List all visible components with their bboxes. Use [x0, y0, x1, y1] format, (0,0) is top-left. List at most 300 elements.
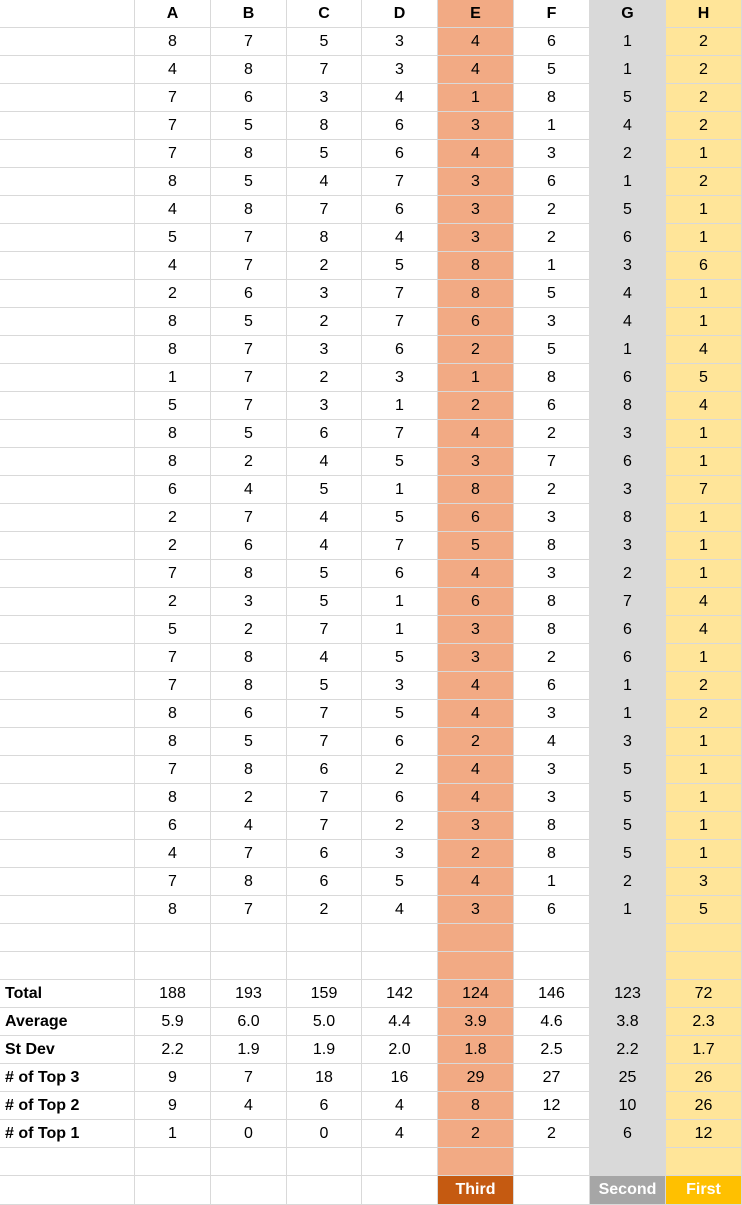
data-cell[interactable]: 2 [666, 56, 742, 84]
summary-cell[interactable]: 8 [438, 1092, 514, 1120]
data-cell[interactable]: 8 [135, 308, 211, 336]
data-cell[interactable]: 6 [362, 196, 438, 224]
data-cell[interactable]: 3 [590, 532, 666, 560]
empty-cell[interactable] [135, 1176, 211, 1205]
row-label-cell[interactable] [0, 448, 135, 476]
data-cell[interactable]: 2 [666, 168, 742, 196]
summary-cell[interactable]: 2.3 [666, 1008, 742, 1036]
data-cell[interactable]: 2 [438, 728, 514, 756]
data-cell[interactable]: 8 [135, 728, 211, 756]
data-cell[interactable]: 8 [514, 588, 590, 616]
summary-cell[interactable]: 27 [514, 1064, 590, 1092]
row-label-cell[interactable] [0, 840, 135, 868]
summary-cell[interactable]: 26 [666, 1092, 742, 1120]
summary-cell[interactable]: 2.2 [590, 1036, 666, 1064]
data-cell[interactable]: 8 [211, 196, 287, 224]
row-label-cell[interactable] [0, 784, 135, 812]
data-cell[interactable]: 2 [135, 532, 211, 560]
row-label-cell[interactable] [0, 560, 135, 588]
data-cell[interactable]: 5 [362, 504, 438, 532]
empty-cell[interactable] [666, 952, 742, 980]
data-cell[interactable]: 3 [514, 700, 590, 728]
data-cell[interactable]: 2 [514, 224, 590, 252]
data-cell[interactable]: 1 [362, 476, 438, 504]
data-cell[interactable]: 1 [666, 196, 742, 224]
data-cell[interactable]: 4 [438, 28, 514, 56]
data-cell[interactable]: 7 [590, 588, 666, 616]
data-cell[interactable]: 1 [666, 812, 742, 840]
row-label-cell[interactable] [0, 280, 135, 308]
data-cell[interactable]: 2 [514, 420, 590, 448]
row-label-cell[interactable] [0, 392, 135, 420]
data-cell[interactable]: 4 [590, 112, 666, 140]
data-cell[interactable]: 6 [590, 448, 666, 476]
data-cell[interactable]: 7 [362, 168, 438, 196]
empty-cell[interactable] [362, 952, 438, 980]
data-cell[interactable]: 5 [514, 336, 590, 364]
data-cell[interactable]: 4 [135, 56, 211, 84]
summary-label-average[interactable]: Average [0, 1008, 135, 1036]
summary-cell[interactable]: 0 [211, 1120, 287, 1148]
data-cell[interactable]: 4 [135, 840, 211, 868]
empty-cell[interactable] [438, 952, 514, 980]
data-cell[interactable]: 2 [287, 364, 362, 392]
data-cell[interactable]: 8 [211, 644, 287, 672]
column-header-f[interactable]: F [514, 0, 590, 28]
data-cell[interactable]: 1 [362, 392, 438, 420]
data-cell[interactable]: 6 [135, 812, 211, 840]
row-label-cell[interactable] [0, 532, 135, 560]
row-label-cell[interactable] [0, 672, 135, 700]
empty-cell[interactable] [0, 1176, 135, 1205]
row-label-cell[interactable] [0, 168, 135, 196]
data-cell[interactable]: 1 [514, 868, 590, 896]
data-cell[interactable]: 7 [135, 868, 211, 896]
data-cell[interactable]: 2 [287, 896, 362, 924]
data-cell[interactable]: 6 [514, 168, 590, 196]
summary-cell[interactable]: 193 [211, 980, 287, 1008]
data-cell[interactable]: 3 [287, 392, 362, 420]
data-cell[interactable]: 1 [590, 700, 666, 728]
rank-label-second[interactable]: Second [590, 1176, 666, 1205]
summary-cell[interactable]: 72 [666, 980, 742, 1008]
data-cell[interactable]: 4 [438, 560, 514, 588]
row-label-cell[interactable] [0, 196, 135, 224]
data-cell[interactable]: 3 [590, 420, 666, 448]
data-cell[interactable]: 1 [666, 532, 742, 560]
data-cell[interactable]: 1 [590, 28, 666, 56]
data-cell[interactable]: 4 [666, 588, 742, 616]
data-cell[interactable]: 4 [666, 336, 742, 364]
data-cell[interactable]: 3 [438, 812, 514, 840]
data-cell[interactable]: 3 [362, 840, 438, 868]
data-cell[interactable]: 8 [514, 364, 590, 392]
data-cell[interactable]: 5 [362, 644, 438, 672]
data-cell[interactable]: 4 [135, 196, 211, 224]
data-cell[interactable]: 5 [590, 756, 666, 784]
data-cell[interactable]: 4 [514, 728, 590, 756]
data-cell[interactable]: 3 [362, 364, 438, 392]
data-cell[interactable]: 7 [287, 196, 362, 224]
empty-cell[interactable] [211, 924, 287, 952]
data-cell[interactable]: 5 [590, 196, 666, 224]
data-cell[interactable]: 6 [590, 224, 666, 252]
data-cell[interactable]: 1 [362, 616, 438, 644]
data-cell[interactable]: 4 [438, 756, 514, 784]
data-cell[interactable]: 1 [666, 560, 742, 588]
data-cell[interactable]: 4 [362, 84, 438, 112]
data-cell[interactable]: 3 [666, 868, 742, 896]
rank-label-first[interactable]: First [666, 1176, 742, 1205]
summary-label-of-top-2[interactable]: # of Top 2 [0, 1092, 135, 1120]
data-cell[interactable]: 5 [590, 840, 666, 868]
data-cell[interactable]: 1 [135, 364, 211, 392]
data-cell[interactable]: 4 [438, 700, 514, 728]
data-cell[interactable]: 4 [438, 672, 514, 700]
data-cell[interactable]: 6 [438, 588, 514, 616]
data-cell[interactable]: 2 [590, 868, 666, 896]
summary-cell[interactable]: 1.8 [438, 1036, 514, 1064]
data-cell[interactable]: 3 [362, 56, 438, 84]
data-cell[interactable]: 3 [438, 616, 514, 644]
summary-cell[interactable]: 2.5 [514, 1036, 590, 1064]
summary-label-of-top-3[interactable]: # of Top 3 [0, 1064, 135, 1092]
data-cell[interactable]: 5 [362, 700, 438, 728]
summary-cell[interactable]: 6.0 [211, 1008, 287, 1036]
data-cell[interactable]: 1 [666, 308, 742, 336]
data-cell[interactable]: 2 [362, 812, 438, 840]
data-cell[interactable]: 1 [590, 672, 666, 700]
data-cell[interactable]: 7 [362, 420, 438, 448]
summary-cell[interactable]: 4 [362, 1092, 438, 1120]
data-cell[interactable]: 7 [211, 896, 287, 924]
data-cell[interactable]: 1 [514, 252, 590, 280]
data-cell[interactable]: 6 [514, 672, 590, 700]
data-cell[interactable]: 8 [135, 700, 211, 728]
data-cell[interactable]: 1 [590, 168, 666, 196]
data-cell[interactable]: 2 [362, 756, 438, 784]
data-cell[interactable]: 8 [590, 392, 666, 420]
data-cell[interactable]: 6 [211, 84, 287, 112]
data-cell[interactable]: 5 [666, 364, 742, 392]
summary-cell[interactable]: 6 [287, 1092, 362, 1120]
data-cell[interactable]: 1 [666, 224, 742, 252]
data-cell[interactable]: 2 [666, 700, 742, 728]
data-cell[interactable]: 7 [211, 364, 287, 392]
data-cell[interactable]: 3 [438, 168, 514, 196]
summary-cell[interactable]: 4.6 [514, 1008, 590, 1036]
summary-cell[interactable]: 18 [287, 1064, 362, 1092]
summary-cell[interactable]: 4 [211, 1092, 287, 1120]
data-cell[interactable]: 1 [438, 84, 514, 112]
data-cell[interactable]: 3 [211, 588, 287, 616]
data-cell[interactable]: 7 [211, 28, 287, 56]
empty-cell[interactable] [666, 1148, 742, 1176]
data-cell[interactable]: 8 [211, 868, 287, 896]
empty-cell[interactable] [362, 1176, 438, 1205]
summary-cell[interactable]: 9 [135, 1092, 211, 1120]
data-cell[interactable]: 3 [514, 140, 590, 168]
summary-cell[interactable]: 9 [135, 1064, 211, 1092]
empty-cell[interactable] [514, 924, 590, 952]
data-cell[interactable]: 2 [287, 252, 362, 280]
data-cell[interactable]: 7 [362, 280, 438, 308]
data-cell[interactable]: 3 [287, 336, 362, 364]
data-cell[interactable]: 4 [211, 812, 287, 840]
data-cell[interactable]: 6 [590, 364, 666, 392]
summary-cell[interactable]: 5.0 [287, 1008, 362, 1036]
corner-cell[interactable] [0, 0, 135, 28]
data-cell[interactable]: 2 [666, 84, 742, 112]
data-cell[interactable]: 7 [211, 840, 287, 868]
data-cell[interactable]: 3 [438, 196, 514, 224]
summary-cell[interactable]: 4 [362, 1120, 438, 1148]
summary-cell[interactable]: 1.9 [287, 1036, 362, 1064]
summary-cell[interactable]: 16 [362, 1064, 438, 1092]
empty-cell[interactable] [590, 1148, 666, 1176]
empty-cell[interactable] [362, 924, 438, 952]
data-cell[interactable]: 3 [287, 84, 362, 112]
data-cell[interactable]: 8 [135, 784, 211, 812]
empty-cell[interactable] [287, 1176, 362, 1205]
summary-cell[interactable]: 5.9 [135, 1008, 211, 1036]
data-cell[interactable]: 6 [514, 28, 590, 56]
data-cell[interactable]: 7 [287, 784, 362, 812]
data-cell[interactable]: 8 [135, 448, 211, 476]
row-label-cell[interactable] [0, 588, 135, 616]
data-cell[interactable]: 8 [211, 672, 287, 700]
summary-cell[interactable]: 12 [666, 1120, 742, 1148]
data-cell[interactable]: 2 [666, 112, 742, 140]
empty-cell[interactable] [135, 952, 211, 980]
data-cell[interactable]: 3 [438, 224, 514, 252]
data-cell[interactable]: 5 [135, 616, 211, 644]
data-cell[interactable]: 6 [362, 336, 438, 364]
data-cell[interactable]: 2 [287, 308, 362, 336]
data-cell[interactable]: 6 [590, 644, 666, 672]
data-cell[interactable]: 8 [514, 84, 590, 112]
data-cell[interactable]: 5 [211, 728, 287, 756]
data-cell[interactable]: 3 [287, 280, 362, 308]
summary-cell[interactable]: 4.4 [362, 1008, 438, 1036]
data-cell[interactable]: 7 [287, 56, 362, 84]
data-cell[interactable]: 2 [135, 280, 211, 308]
data-cell[interactable]: 3 [590, 476, 666, 504]
empty-cell[interactable] [287, 924, 362, 952]
data-cell[interactable]: 3 [438, 112, 514, 140]
data-cell[interactable]: 5 [287, 588, 362, 616]
data-cell[interactable]: 6 [287, 756, 362, 784]
summary-label-st-dev[interactable]: St Dev [0, 1036, 135, 1064]
data-cell[interactable]: 2 [514, 196, 590, 224]
data-cell[interactable]: 2 [438, 840, 514, 868]
row-label-cell[interactable] [0, 756, 135, 784]
data-cell[interactable]: 4 [362, 224, 438, 252]
data-cell[interactable]: 5 [590, 812, 666, 840]
row-label-cell[interactable] [0, 896, 135, 924]
data-cell[interactable]: 6 [287, 840, 362, 868]
data-cell[interactable]: 3 [514, 560, 590, 588]
data-cell[interactable]: 2 [211, 448, 287, 476]
data-cell[interactable]: 6 [211, 532, 287, 560]
empty-cell[interactable] [287, 1148, 362, 1176]
data-cell[interactable]: 8 [438, 476, 514, 504]
empty-cell[interactable] [438, 1148, 514, 1176]
data-cell[interactable]: 1 [666, 840, 742, 868]
data-cell[interactable]: 1 [666, 756, 742, 784]
data-cell[interactable]: 1 [666, 504, 742, 532]
data-cell[interactable]: 1 [590, 56, 666, 84]
data-cell[interactable]: 8 [211, 56, 287, 84]
data-cell[interactable]: 7 [287, 728, 362, 756]
empty-cell[interactable] [211, 952, 287, 980]
data-cell[interactable]: 8 [438, 280, 514, 308]
data-cell[interactable]: 2 [135, 504, 211, 532]
data-cell[interactable]: 8 [287, 112, 362, 140]
data-cell[interactable]: 4 [590, 308, 666, 336]
data-cell[interactable]: 5 [135, 392, 211, 420]
data-cell[interactable]: 1 [590, 336, 666, 364]
data-cell[interactable]: 6 [211, 700, 287, 728]
data-cell[interactable]: 4 [135, 252, 211, 280]
row-label-cell[interactable] [0, 700, 135, 728]
row-label-cell[interactable] [0, 868, 135, 896]
row-label-cell[interactable] [0, 476, 135, 504]
data-cell[interactable]: 6 [362, 140, 438, 168]
data-cell[interactable]: 3 [438, 448, 514, 476]
summary-cell[interactable]: 1 [135, 1120, 211, 1148]
data-cell[interactable]: 8 [135, 420, 211, 448]
empty-cell[interactable] [287, 952, 362, 980]
data-cell[interactable]: 1 [666, 420, 742, 448]
row-label-cell[interactable] [0, 728, 135, 756]
empty-cell[interactable] [0, 924, 135, 952]
row-label-cell[interactable] [0, 56, 135, 84]
row-label-cell[interactable] [0, 252, 135, 280]
summary-label-of-top-1[interactable]: # of Top 1 [0, 1120, 135, 1148]
data-cell[interactable]: 5 [211, 420, 287, 448]
data-cell[interactable]: 7 [211, 252, 287, 280]
row-label-cell[interactable] [0, 112, 135, 140]
data-cell[interactable]: 8 [135, 28, 211, 56]
data-cell[interactable]: 8 [590, 504, 666, 532]
empty-cell[interactable] [135, 1148, 211, 1176]
data-cell[interactable]: 5 [211, 308, 287, 336]
data-cell[interactable]: 1 [666, 728, 742, 756]
data-cell[interactable]: 3 [362, 672, 438, 700]
summary-cell[interactable]: 10 [590, 1092, 666, 1120]
data-cell[interactable]: 7 [135, 756, 211, 784]
empty-cell[interactable] [211, 1148, 287, 1176]
summary-cell[interactable]: 2 [514, 1120, 590, 1148]
data-cell[interactable]: 1 [666, 784, 742, 812]
data-cell[interactable]: 6 [211, 280, 287, 308]
data-cell[interactable]: 5 [287, 560, 362, 588]
row-label-cell[interactable] [0, 504, 135, 532]
data-cell[interactable]: 5 [362, 252, 438, 280]
data-cell[interactable]: 3 [514, 308, 590, 336]
data-cell[interactable]: 3 [590, 728, 666, 756]
empty-cell[interactable] [590, 924, 666, 952]
column-header-c[interactable]: C [287, 0, 362, 28]
empty-cell[interactable] [590, 952, 666, 980]
data-cell[interactable]: 1 [514, 112, 590, 140]
summary-cell[interactable]: 159 [287, 980, 362, 1008]
data-cell[interactable]: 6 [362, 784, 438, 812]
summary-cell[interactable]: 3.9 [438, 1008, 514, 1036]
data-cell[interactable]: 5 [514, 280, 590, 308]
data-cell[interactable]: 8 [135, 336, 211, 364]
summary-label-total[interactable]: Total [0, 980, 135, 1008]
data-cell[interactable]: 7 [287, 700, 362, 728]
data-cell[interactable]: 1 [666, 644, 742, 672]
data-cell[interactable]: 5 [211, 168, 287, 196]
summary-cell[interactable]: 1.9 [211, 1036, 287, 1064]
empty-cell[interactable] [211, 1176, 287, 1205]
data-cell[interactable]: 2 [514, 476, 590, 504]
data-cell[interactable]: 8 [211, 140, 287, 168]
data-cell[interactable]: 4 [287, 448, 362, 476]
empty-cell[interactable] [666, 924, 742, 952]
data-cell[interactable]: 4 [287, 168, 362, 196]
summary-cell[interactable]: 2.0 [362, 1036, 438, 1064]
summary-cell[interactable]: 142 [362, 980, 438, 1008]
data-cell[interactable]: 2 [666, 672, 742, 700]
summary-cell[interactable]: 2 [438, 1120, 514, 1148]
data-cell[interactable]: 6 [362, 728, 438, 756]
column-header-g[interactable]: G [590, 0, 666, 28]
data-cell[interactable]: 8 [135, 896, 211, 924]
data-cell[interactable]: 7 [666, 476, 742, 504]
data-cell[interactable]: 5 [362, 868, 438, 896]
data-cell[interactable]: 7 [211, 336, 287, 364]
row-label-cell[interactable] [0, 364, 135, 392]
data-cell[interactable]: 8 [211, 560, 287, 588]
data-cell[interactable]: 3 [514, 504, 590, 532]
summary-cell[interactable]: 146 [514, 980, 590, 1008]
data-cell[interactable]: 7 [211, 224, 287, 252]
summary-cell[interactable]: 123 [590, 980, 666, 1008]
data-cell[interactable]: 2 [590, 560, 666, 588]
data-cell[interactable]: 1 [590, 896, 666, 924]
empty-cell[interactable] [438, 924, 514, 952]
data-cell[interactable]: 6 [666, 252, 742, 280]
empty-cell[interactable] [362, 1148, 438, 1176]
summary-cell[interactable]: 124 [438, 980, 514, 1008]
row-label-cell[interactable] [0, 28, 135, 56]
data-cell[interactable]: 7 [135, 560, 211, 588]
data-cell[interactable]: 6 [362, 112, 438, 140]
data-cell[interactable]: 4 [666, 616, 742, 644]
data-cell[interactable]: 4 [211, 476, 287, 504]
data-cell[interactable]: 1 [666, 140, 742, 168]
data-cell[interactable]: 5 [135, 224, 211, 252]
data-cell[interactable]: 7 [287, 616, 362, 644]
data-cell[interactable]: 4 [438, 784, 514, 812]
row-label-cell[interactable] [0, 336, 135, 364]
row-label-cell[interactable] [0, 308, 135, 336]
data-cell[interactable]: 7 [211, 504, 287, 532]
data-cell[interactable]: 1 [438, 364, 514, 392]
data-cell[interactable]: 4 [287, 504, 362, 532]
data-cell[interactable]: 7 [514, 448, 590, 476]
summary-cell[interactable]: 6 [590, 1120, 666, 1148]
summary-cell[interactable]: 0 [287, 1120, 362, 1148]
data-cell[interactable]: 8 [514, 840, 590, 868]
data-cell[interactable]: 5 [287, 140, 362, 168]
summary-cell[interactable]: 29 [438, 1064, 514, 1092]
summary-cell[interactable]: 26 [666, 1064, 742, 1092]
